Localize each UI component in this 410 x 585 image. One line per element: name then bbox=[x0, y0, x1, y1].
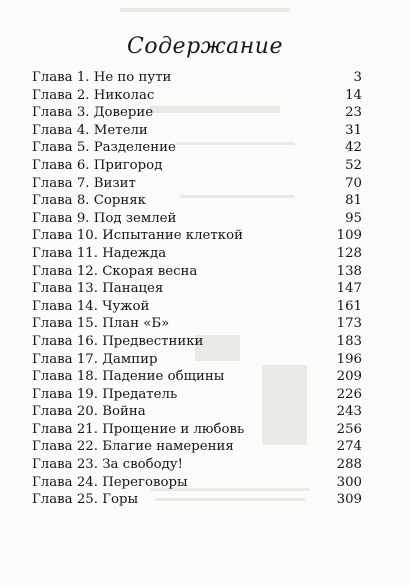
toc-entry bbox=[32, 139, 362, 157]
toc-entry bbox=[32, 210, 362, 228]
toc-entry bbox=[32, 263, 362, 281]
page-title: Содержание bbox=[127, 34, 283, 59]
toc-entry bbox=[32, 386, 362, 404]
page-number: 95 bbox=[345, 210, 362, 226]
page-number: 147 bbox=[336, 281, 362, 297]
chapter-title: Глава 15. План «Б» bbox=[32, 316, 170, 332]
page-number: 42 bbox=[345, 140, 362, 156]
page-number: 14 bbox=[345, 87, 362, 103]
page-number: 243 bbox=[336, 404, 362, 420]
chapter-title: Глава 16. Предвестники bbox=[32, 333, 204, 349]
page-number: 109 bbox=[336, 228, 362, 244]
chapter-title: Глава 22. Благие намерения bbox=[32, 439, 234, 455]
toc-entry bbox=[32, 491, 362, 509]
toc-entry bbox=[32, 368, 362, 386]
toc-entry bbox=[32, 474, 362, 492]
chapter-title: Глава 12. Скорая весна bbox=[32, 263, 198, 279]
toc-entry bbox=[32, 333, 362, 351]
toc-entry bbox=[32, 315, 362, 333]
toc-entry bbox=[32, 69, 362, 87]
toc-entry bbox=[32, 280, 362, 298]
chapter-title: Глава 2. Николас bbox=[32, 87, 155, 103]
table-of-contents bbox=[32, 69, 362, 509]
page-number: 300 bbox=[336, 474, 362, 490]
toc-entry bbox=[32, 87, 362, 105]
chapter-title: Глава 10. Испытание клеткой bbox=[32, 228, 243, 244]
toc-entry bbox=[32, 157, 362, 175]
toc-entry bbox=[32, 351, 362, 369]
page-number: 288 bbox=[336, 457, 362, 473]
page-number: 81 bbox=[345, 193, 362, 209]
page-number: 196 bbox=[336, 351, 362, 367]
chapter-title: Глава 18. Падение общины bbox=[32, 369, 225, 385]
toc-entry bbox=[32, 227, 362, 245]
page-number: 173 bbox=[336, 316, 362, 332]
page-number: 52 bbox=[345, 157, 362, 173]
page-number: 309 bbox=[336, 492, 362, 508]
toc-entry bbox=[32, 403, 362, 421]
chapter-title: Глава 21. Прощение и любовь bbox=[32, 421, 245, 437]
chapter-title: Глава 17. Дампир bbox=[32, 351, 158, 367]
toc-entry bbox=[32, 456, 362, 474]
chapter-title: Глава 11. Надежда bbox=[32, 245, 167, 261]
chapter-title: Глава 7. Визит bbox=[32, 175, 136, 191]
toc-entry bbox=[32, 245, 362, 263]
toc-entry bbox=[32, 104, 362, 122]
chapter-title: Глава 6. Пригород bbox=[32, 157, 163, 173]
chapter-title: Глава 25. Горы bbox=[32, 492, 139, 508]
chapter-title: Глава 24. Переговоры bbox=[32, 474, 188, 490]
chapter-title: Глава 4. Метели bbox=[32, 122, 148, 138]
chapter-title: Глава 14. Чужой bbox=[32, 298, 150, 314]
chapter-title: Глава 3. Доверие bbox=[32, 105, 154, 121]
toc-entry bbox=[32, 421, 362, 439]
chapter-title: Глава 1. Не по пути bbox=[32, 70, 172, 85]
chapter-title: Глава 5. Разделение bbox=[32, 140, 176, 156]
chapter-title: Глава 8. Сорняк bbox=[32, 193, 146, 209]
page-number: 128 bbox=[336, 245, 362, 261]
chapter-title: Глава 13. Панацея bbox=[32, 281, 164, 297]
page-number: 209 bbox=[336, 369, 362, 385]
toc-entry bbox=[32, 298, 362, 316]
page-number: 274 bbox=[336, 439, 362, 455]
toc-entry bbox=[32, 175, 362, 193]
chapter-title: Глава 9. Под землей bbox=[32, 210, 177, 226]
page-number: 183 bbox=[336, 333, 362, 349]
chapter-title: Глава 20. Война bbox=[32, 404, 146, 420]
page-number: 226 bbox=[336, 386, 362, 402]
toc-entry bbox=[32, 192, 362, 210]
page-number: 3 bbox=[353, 70, 362, 85]
page-number: 23 bbox=[345, 105, 362, 121]
page-number: 161 bbox=[336, 298, 362, 314]
chapter-title: Глава 19. Предатель bbox=[32, 386, 178, 402]
page-number: 31 bbox=[345, 122, 362, 138]
page-number: 256 bbox=[336, 421, 362, 437]
chapter-title: Глава 23. За свободу! bbox=[32, 457, 183, 473]
page-number: 70 bbox=[345, 175, 362, 191]
toc-entry bbox=[32, 438, 362, 456]
page-number: 138 bbox=[336, 263, 362, 279]
toc-entry bbox=[32, 122, 362, 140]
bleed-through-mark bbox=[120, 8, 290, 12]
